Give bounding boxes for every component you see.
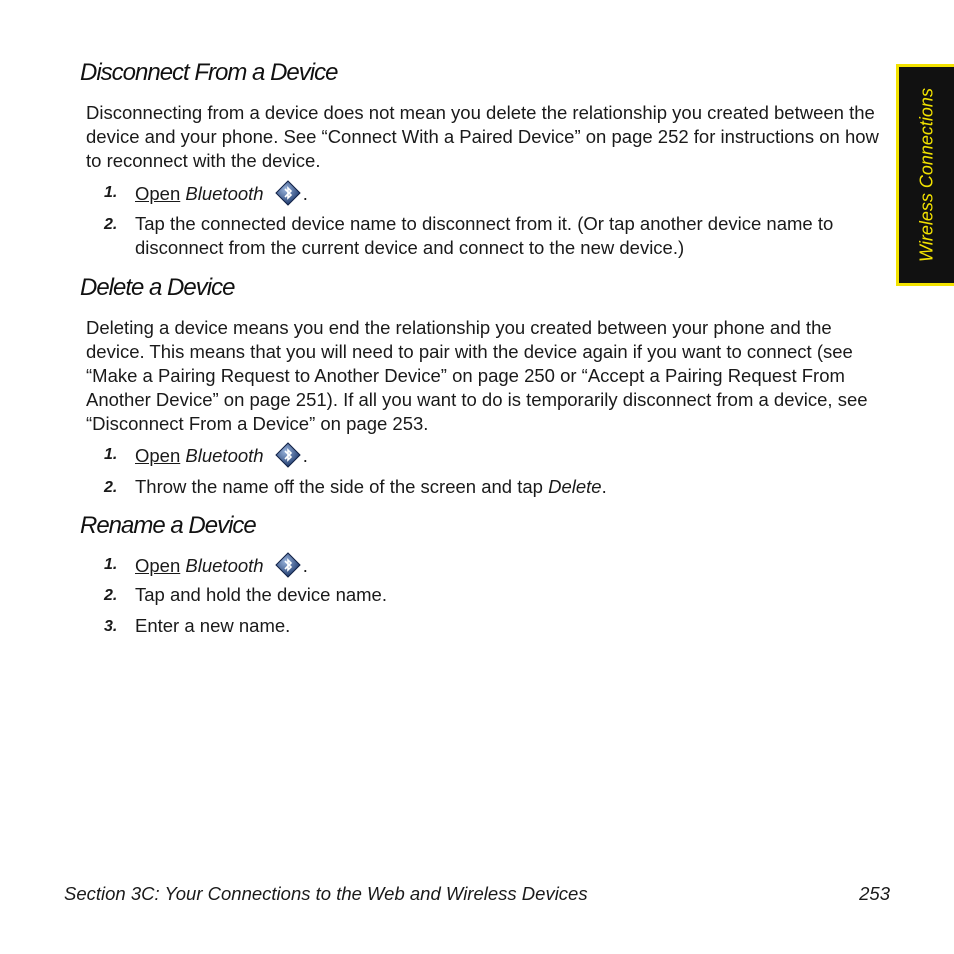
footer-section-title: Section 3C: Your Connections to the Web and Wireless Devices	[64, 883, 588, 904]
step-end: .	[302, 555, 308, 576]
step-number: 2.	[104, 587, 118, 604]
heading-disconnect: Disconnect From a Device	[80, 59, 338, 86]
chapter-side-tab	[896, 64, 954, 286]
app-name-bluetooth: Bluetooth	[185, 555, 264, 576]
step-end: .	[302, 445, 308, 466]
app-name-bluetooth: Bluetooth	[185, 445, 264, 466]
bluetooth-icon	[275, 552, 301, 578]
step-text: Throw the name off the side of the screen and tap	[135, 476, 549, 497]
disconnect-step-1	[104, 180, 884, 206]
disconnect-step-2	[104, 212, 884, 260]
step-end: .	[601, 476, 607, 497]
step-number: 3.	[104, 618, 118, 635]
delete-action-label: Delete	[548, 476, 602, 497]
step-text: Tap and hold the device name.	[135, 584, 387, 605]
paragraph-delete: Deleting a device means you end the relationship you created between your phone and the device. This means that you will need to pair with the device again if you want to connect (see “Make a Pairing Request to Another Device” on page 250 or “Accept a Pairing Request From Another Device” on page 251). If all you want to do is temporarily disconnect from a device, see “Disconnect From a Device” on page 253.	[86, 317, 868, 434]
bluetooth-icon	[275, 180, 301, 206]
bluetooth-icon	[275, 442, 301, 468]
step-number: 1.	[104, 556, 118, 573]
step-end: .	[302, 183, 308, 204]
open-link[interactable]: Open	[135, 445, 181, 466]
heading-delete: Delete a Device	[80, 274, 235, 301]
step-text: Enter a new name.	[135, 615, 291, 636]
step-number: 1.	[104, 184, 118, 201]
step-number: 1.	[104, 446, 118, 463]
open-link[interactable]: Open	[135, 555, 181, 576]
delete-step-2	[104, 475, 884, 500]
app-name-bluetooth: Bluetooth	[185, 183, 264, 204]
page-footer	[64, 883, 890, 905]
open-link[interactable]: Open	[135, 183, 181, 204]
heading-rename: Rename a Device	[80, 512, 256, 539]
delete-step-1	[104, 442, 884, 468]
paragraph-disconnect: Disconnecting from a device does not mean you delete the relationship you created between the device and your phone. See “Connect With a Paired Device” on page 252 for instructions on how to reconnect with the device.	[86, 102, 879, 171]
footer-page-number: 253	[859, 883, 890, 904]
rename-step-3	[104, 614, 884, 639]
rename-step-2	[104, 583, 884, 608]
step-number: 2.	[104, 216, 118, 233]
chapter-side-tab-label: Wireless Connections	[916, 88, 936, 262]
rename-step-1	[104, 552, 884, 578]
step-number: 2.	[104, 479, 118, 496]
step-text: Tap the connected device name to disconnect from it. (Or tap another device name to disconnect from the current device and connect to the new device.)	[135, 213, 834, 258]
